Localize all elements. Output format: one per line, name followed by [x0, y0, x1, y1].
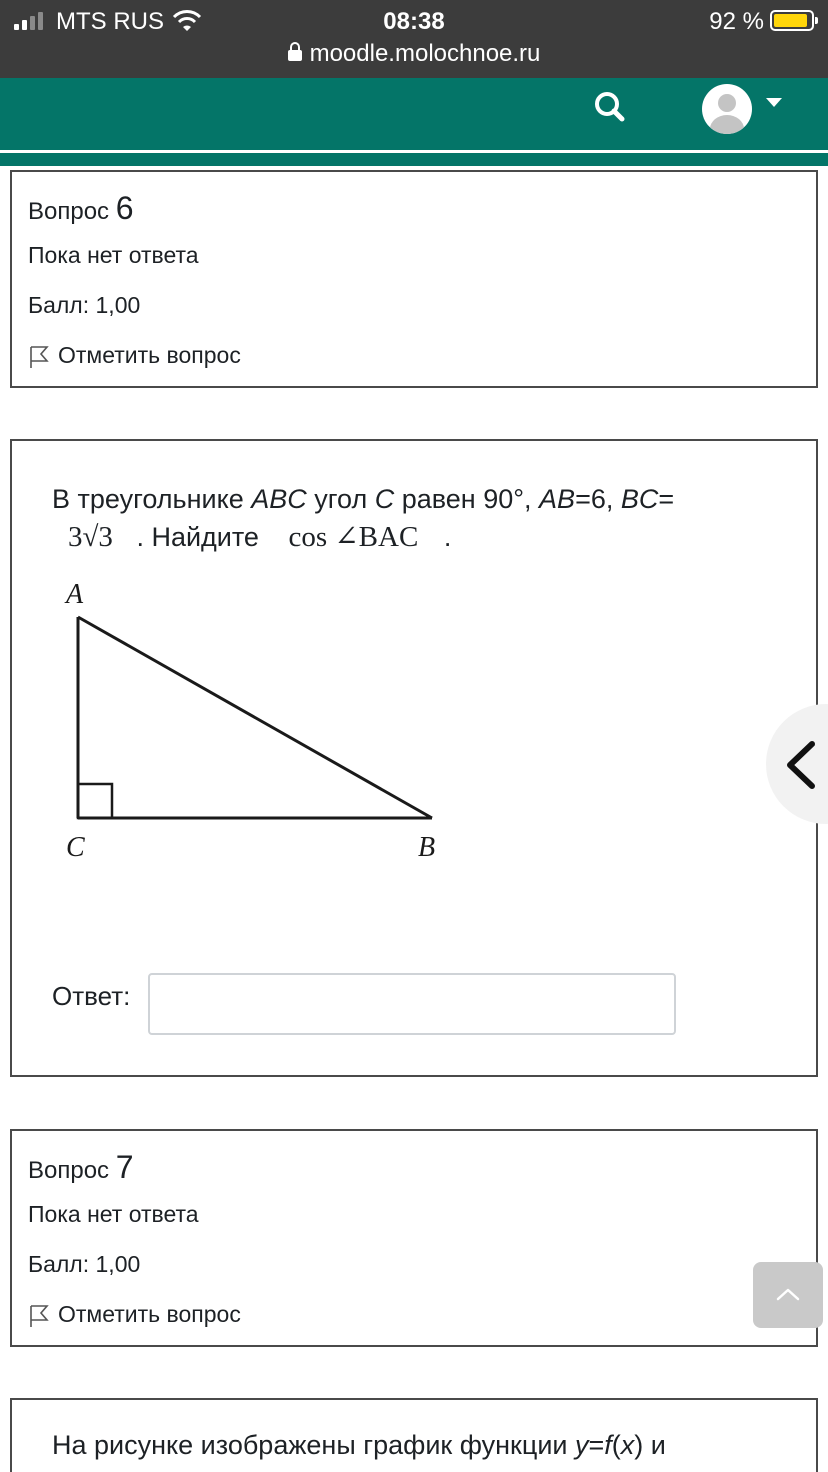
- battery-icon: [770, 10, 814, 31]
- vertex-label-a: A: [66, 579, 84, 610]
- vertex-label-b: B: [418, 832, 436, 863]
- caret-down-icon[interactable]: [766, 98, 782, 107]
- navbar-strip: [0, 153, 828, 166]
- math-value: 3√3: [68, 521, 113, 553]
- lock-icon: [288, 50, 302, 61]
- status-bar: [0, 0, 828, 78]
- answer-input[interactable]: [148, 973, 676, 1035]
- flag-icon: [28, 1304, 50, 1328]
- question-text: В треугольнике ABC угол C равен 90°, AB=6, BC= 3√3 . Найдите cos ∠BAC .: [52, 484, 675, 553]
- chevron-left-icon: [784, 740, 818, 790]
- question-score: Балл: 1,00: [28, 1251, 141, 1277]
- math-expression: cos ∠BAC: [288, 521, 419, 553]
- question-info-6: [10, 170, 818, 388]
- user-avatar-icon[interactable]: [702, 84, 752, 134]
- flag-question-link[interactable]: Отметить вопрос: [28, 342, 241, 369]
- vertex-label-c: C: [66, 832, 85, 863]
- clock: 08:38: [383, 8, 445, 35]
- carrier-name: MTS RUS: [56, 8, 164, 35]
- address-bar[interactable]: [0, 40, 828, 68]
- question-number: Вопрос 6: [28, 190, 134, 226]
- flag-icon: [28, 345, 50, 369]
- search-icon[interactable]: [588, 88, 632, 128]
- question-info-7: [10, 1129, 818, 1347]
- question-status: Пока нет ответа: [28, 242, 199, 268]
- question-status: Пока нет ответа: [28, 1201, 199, 1227]
- triangle-figure: [60, 577, 480, 867]
- question-score: Балл: 1,00: [28, 292, 141, 318]
- question-number: Вопрос 7: [28, 1149, 134, 1185]
- answer-label: Ответ:: [52, 981, 131, 1011]
- battery-percent: 92 %: [709, 8, 764, 35]
- url-text: moodle.molochnoe.ru: [309, 40, 541, 67]
- chevron-up-icon: [775, 1286, 801, 1302]
- question-text: На рисунке изображены график функции y=f(x) и: [52, 1430, 666, 1460]
- question-content-7: [10, 1398, 818, 1472]
- question-content-6: [10, 439, 818, 1077]
- flag-question-link[interactable]: Отметить вопрос: [28, 1301, 241, 1328]
- back-to-top-button[interactable]: [753, 1262, 823, 1328]
